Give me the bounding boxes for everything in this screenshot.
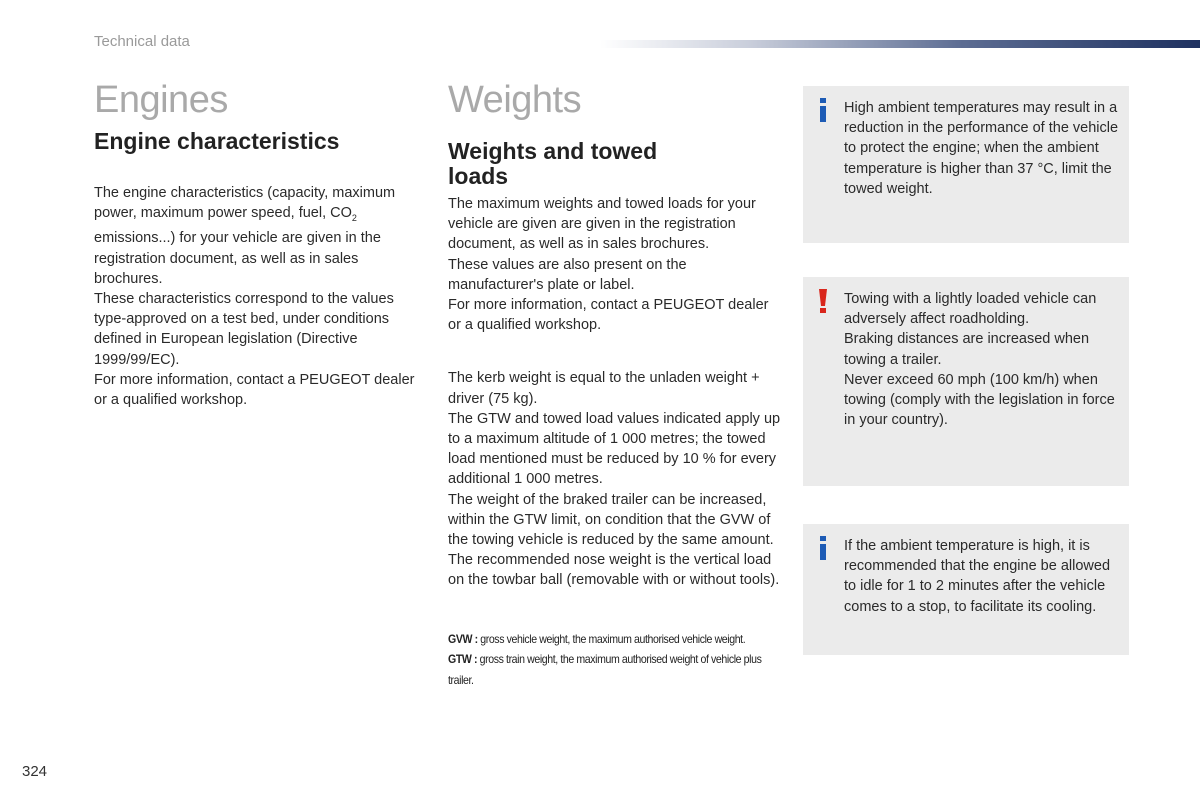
weights-towed-loads-heading: Weights and towed loads: [448, 138, 658, 189]
weights-column: [448, 78, 783, 690]
engine-characteristics-text: [94, 183, 424, 410]
engines-column: [94, 78, 424, 410]
info-box-idle-cooling: [803, 524, 1129, 655]
header-gradient-bar: [600, 40, 1200, 48]
weights-paragraph-5: The GTW and towed load values indicated apply up to a maximum altitude of 1 000 metres; the towed load mentioned must be reduced by 10 % for every additional 1 000 metres.: [448, 410, 781, 488]
engine-characteristics-heading: Engine characteristics: [94, 128, 340, 154]
weights-paragraph-7: The recommended nose weight is the vertical load on the towbar ball (removable with or without tools).: [448, 552, 780, 589]
section-header-label: Technical data: [94, 33, 190, 50]
engines-paragraph-3: For more information, contact a PEUGEOT dealer or a qualified workshop.: [94, 371, 415, 408]
info-box-temperature-text: High ambient temperatures may result in a reduction in the performance of the vehicle to protect the engine; when the ambient temperature is higher than 37 °C, limit the towed weight.: [844, 100, 1119, 197]
weights-paragraph-2: These values are also present on the manufacturer's plate or label.: [448, 256, 687, 293]
weights-paragraph-6: The weight of the braked trailer can be increased, within the GTW limit, on condition that the GVW of the towing vehicle is reduced by the same amount.: [448, 491, 774, 549]
note-gtw: GTW : gross train weight, the maximum authorised weight of vehicle plus trailer.: [448, 652, 762, 687]
info-icon: [816, 96, 830, 124]
weights-text: [448, 194, 783, 591]
warning-box-towing: [803, 277, 1129, 486]
engines-paragraph-1: The engine characteristics (capacity, maximum power, maximum power speed, fuel, $CO_2$ emissions...) for your vehicle are given in the registration document, as well as in sales brochures.: [94, 185, 396, 287]
weights-title: Weights: [448, 79, 582, 121]
abbreviation-notes: [448, 629, 774, 691]
info-box-idle-cooling-text: If the ambient temperature is high, it is recommended that the engine be allowed to idle for 1 to 2 minutes after the vehicle comes to a stop, to facilitate its cooling.: [844, 538, 1111, 615]
warning-icon: [816, 287, 830, 315]
engines-paragraph-2: These characteristics correspond to the values type-approved on a test bed, under conditions defined in European legislation (Directive 1999/99/EC).: [94, 290, 394, 368]
note-gvw: GVW : gross vehicle weight, the maximum authorised vehicle weight.: [448, 631, 746, 646]
weights-paragraph-3: For more information, contact a PEUGEOT dealer or a qualified workshop.: [448, 297, 769, 334]
engines-title: Engines: [94, 79, 228, 121]
weights-paragraph-4: The kerb weight is equal to the unladen weight + driver (75 kg).: [448, 370, 760, 407]
page-number: 324: [22, 763, 48, 780]
info-box-temperature: [803, 86, 1129, 243]
info-icon: [816, 534, 830, 562]
warning-box-towing-text: Towing with a lightly loaded vehicle can adversely affect roadholding. Braking distances are increased when towing a trailer. Never exceed 60 mph (100 km/h) when towing (comply with the legislation in force in your country).: [844, 291, 1115, 429]
weights-paragraph-1: The maximum weights and towed loads for your vehicle are given are given in the registration document, as well as in sales brochures.: [448, 196, 756, 253]
